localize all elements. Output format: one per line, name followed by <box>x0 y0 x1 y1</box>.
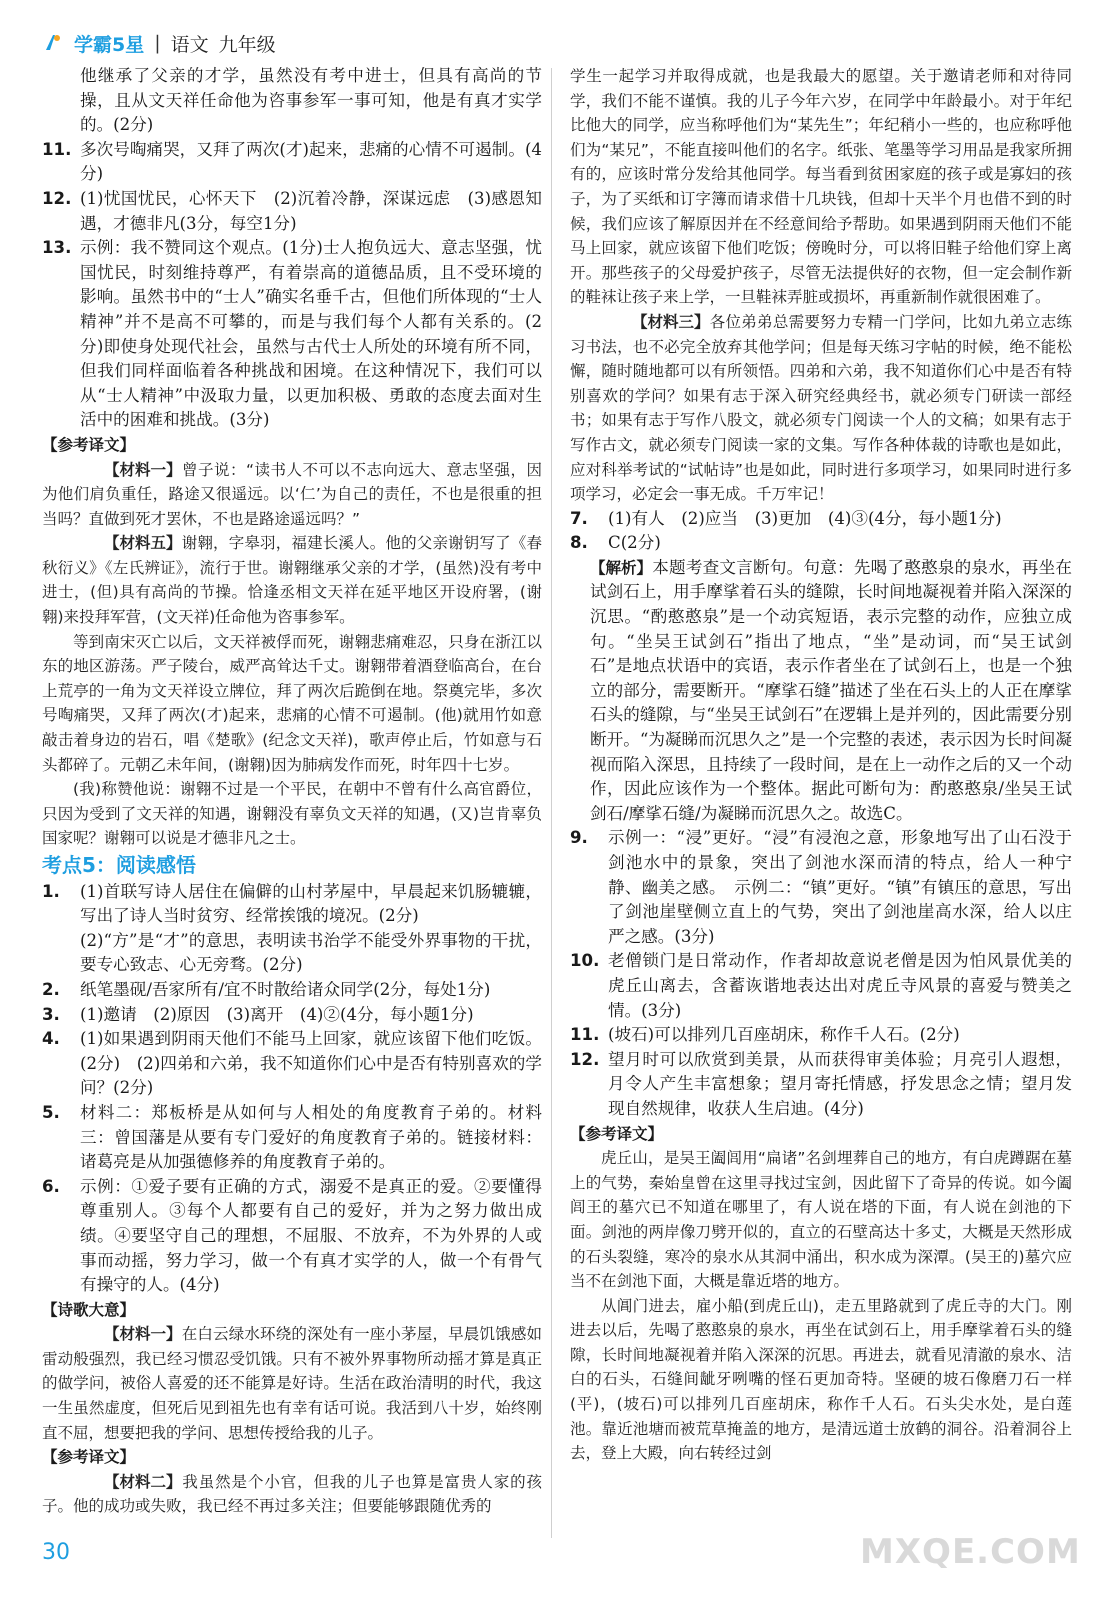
analysis-paragraph <box>570 556 1072 827</box>
header-grade: 九年级 <box>218 33 276 56</box>
material-tag: 【材料五】 <box>104 534 182 553</box>
material-tag: 【材料一】 <box>104 460 182 479</box>
material-text: 我虽然是个小官，但我的儿子也算是富贵人家的孩子。他的成功或失败，我已经不再过多关注；但要能够跟随优秀的 <box>42 1472 542 1516</box>
translation-paragraph <box>42 458 542 532</box>
item-number: 6. <box>42 1176 60 1196</box>
answer-item <box>570 826 1072 949</box>
item-number: 2. <box>42 979 60 999</box>
reference-translation-heading: 【参考译文】 <box>42 1448 136 1467</box>
page-header <box>42 28 1082 58</box>
watermark: MXQE.COM <box>860 1532 1081 1572</box>
answer-item <box>42 236 542 433</box>
answer-item <box>570 949 1072 1023</box>
answer-item <box>42 1003 542 1028</box>
item-number: 12. <box>570 1049 600 1069</box>
brand-name: 学霸5星 <box>74 33 145 56</box>
item-text: 纸笔墨砚/吾家所有/宜不时散给诸众同学(2分，每处1分) <box>80 979 491 999</box>
translation-paragraph: 虎丘山，是吴王阖闾用“扁诸”名剑埋葬自己的地方，有白虎蹲踞在墓上的气势，秦始皇曾在这里寻找过宝剑，因此留下了奇异的传说。如今阖闾王的墓穴已不知道在哪里了，有人说在塔的下面，有人说在剑池的下面。剑池的两岸像刀劈开似的，直立的石壁高达十多丈，大概是天然形成的石头裂缝，寒冷的泉水从其洞中涌出，积水成为深潭。(吴王的)墓穴应当不在剑池下面，大概是靠近塔的地方。 <box>570 1149 1072 1291</box>
left-column <box>42 64 542 1519</box>
answer-item <box>42 187 542 236</box>
translation-paragraph <box>42 1322 542 1445</box>
item-text: 示例一：“浸”更好。“浸”有浸泡之意，形象地写出了山石没于剑池水中的景象，突出了剑池水深而清的特点，给人一种宁静、幽美之感。 示例二：“镇”更好。“镇”有镇压的意思，写出了剑池崖壁侧立直上的气势，突出了剑池崖高水深，给人以庄严之感。(3分) <box>608 828 1072 946</box>
material-tag: 【材料三】 <box>632 312 710 331</box>
item-text: 材料二：郑板桥是从如何与人相处的角度教育子弟的。材料三：曾国藩是从要有专门爱好的角度教育子弟的。链接材料：诸葛亮是从加强德修养的角度教育子弟的。 <box>80 1102 542 1172</box>
item-number: 5. <box>42 1102 60 1122</box>
answer-item <box>570 1048 1072 1122</box>
translation-paragraph <box>42 531 542 629</box>
answer-item <box>42 1175 542 1298</box>
item-number: 8. <box>570 533 588 553</box>
item-text: (1)邀请 (2)原因 (3)离开 (4)②(4分，每小题1分) <box>80 1004 474 1024</box>
answer-continuation: (2)“方”是“才”的意思，表明读书治学不能受外界事物的干扰，要专心致志、心无旁骛。(2分) <box>80 930 542 975</box>
item-number: 12. <box>42 188 72 208</box>
answer-item <box>42 1101 542 1175</box>
item-text: 示例：①爱子要有正确的方式，溺爱不是真正的爱。②要懂得尊重别人。③每个人都要有自己的爱好，并为之努力做出成绩。④要坚守自己的理想，不屈服、不放弃，不为外界的人或事而动摇，努力学习，做一个有真才实学的人，做一个有骨气有操守的人。(4分) <box>80 1176 542 1295</box>
translation-paragraph: 学生一起学习并取得成就，也是我最大的愿望。关于邀请老师和对待同学，我们不能不谨慎。我的儿子今年六岁，在同学中年龄最小。对于年纪比他大的同学，应当称呼他们为“某先生”；年纪稍小一些的，也应称呼他们为“某兄”，不能直接叫他们的名字。纸张、笔墨等学习用品是我家所拥有的，应该时常分发给其他同学。每当看到贫困家庭的孩子或是寡妇的孩子，为了买纸和订字簿而请求借十几块钱，但却十天半个月也借不到的时候，我们应该了解原因并在不经意间给予帮助。如果遇到阴雨天他们不能马上回家，就应该留下他们吃饭；傍晚时分，可以将旧鞋子给他们穿上离开。那些孩子的父母爱护孩子，尽管无法提供好的衣物，但一定会制作新的鞋袜让孩子来上学，一旦鞋袜弄脏或损坏，再重新制作就很困难了。 <box>570 67 1072 307</box>
reference-translation-heading: 【参考译文】 <box>42 435 136 454</box>
header-subject: 语文 <box>170 33 209 56</box>
item-number: 10. <box>570 951 600 971</box>
item-text: 望月时可以欣赏到美景，从而获得审美体验；月亮引人遐想，月令人产生丰富想象；望月寄托情感，抒发思念之情；望月发现自然规律，收获人生启迪。(4分) <box>608 1049 1072 1118</box>
item-text: (1)首联写诗人居住在偏僻的山村茅屋中，早晨起来饥肠辘辘，写出了诗人当时贫穷、经常挨饿的境况。(2分) <box>80 881 542 926</box>
material-text: 各位弟弟总需要努力专精一门学问，比如九弟立志练习书法，也不必完全放弃其他学问；但是每天练习字帖的时候，绝不能松懈，随时随地都可以有所领悟。四弟和六弟，我不知道你们心中是否有特别喜欢的学问？如果有志于深入研究经典经书，就必须专门研读一部经书；如果有志于写作八股文，就必须专门阅读一个人的文稿；如果有志于写作古文，就必须专门阅读一家的文集。写作各种体裁的诗歌也是如此，应对科举考试的“试帖诗”也是如此，同时进行多项学习，如果同时进行多项学习，必定会一事无成。千万牢记！ <box>570 312 1072 504</box>
item-text: 示例：我不赞同这个观点。(1分)士人抱负远大、意志坚强，忧国忧民，时刻维持尊严，有着崇高的道德品质，且不受环境的影响。虽然书中的“士人”确实名垂千古，但他们所体现的“士人精神”并不是高不可攀的，而是与我们每个人都有关系的。(2分)即使身处现代社会，虽然与古代士人所处的环境有所不同，但我们同样面临着各种挑战和困境。在这种情况下，我们可以从“士人精神”中汲取力量，以更加积极、勇敢的态度去面对生活中的困难和挑战。(3分) <box>80 238 542 430</box>
item-number: 13. <box>42 238 72 258</box>
item-number: 7. <box>570 508 588 528</box>
item-number: 11. <box>42 139 72 159</box>
poem-meaning-heading: 【诗歌大意】 <box>42 1300 136 1319</box>
item-number: 11. <box>570 1025 600 1045</box>
column-divider <box>551 68 552 1538</box>
item-number: 1. <box>42 881 60 901</box>
item-text: (1)如果遇到阴雨天他们不能马上回家，就应该留下他们吃饭。(2分) (2)四弟和六弟，我不知道你们心中是否有特别喜欢的学问？(2分) <box>80 1029 542 1098</box>
item-text: C(2分) <box>608 533 661 553</box>
item-text: 多次号啕痛哭，又拜了两次(才)起来，悲痛的心情不可遏制。(4分) <box>80 139 542 184</box>
item-text: 老僧锁门是日常动作，作者却故意说老僧是因为怕风景优美的虎丘山离去，含蓄诙谐地表达出对虎丘寺风景的喜爱与赞美之情。(3分) <box>608 951 1072 1020</box>
material-tag: 【材料二】 <box>104 1472 182 1491</box>
answer-item <box>42 1027 542 1101</box>
header-separator: | <box>154 32 161 54</box>
material-text: 在白云绿水环绕的深处有一座小茅屋，早晨饥饿感如雷动般强烈，我已经习惯忍受饥饿。只有不被外界事物所动摇才算是真正的做学问，被俗人喜爱的还不能算是好诗。生活在政治清明的时代，我这一生虽然虚度，但死后见到祖先也有幸有话可说。我活到八十岁，始终刚直不屈，想要把我的学问、思想传授给我的儿子。 <box>42 1325 542 1442</box>
analysis-text: 本题考查文言断句。句意：先喝了憨憨泉的泉水，再坐在试剑石上，用手摩挲着石头的缝隙，长时间地凝视着并陷入深深的沉思。“酌憨憨泉”是一个动宾短语，表示完整的动作，应独立成句。“坐吴王试剑石”指出了地点，“坐”是动词，而“吴王试剑石”是地点状语中的宾语，表示作者坐在了试剑石上，也是一个独立的部分，需要断开。“摩挲石缝”描述了坐在石头上的人正在摩挲石头的缝隙，与“坐吴王试剑石”在逻辑上是并列的，因此需要分别断开。“为凝睇而沉思久之”是一个完整的表述，表示因为长时间凝视而陷入深思，且持续了一段时间，是在上一动作之后的又一个动作，因此应该作为一个整体。据此可断句为：酌憨憨泉/坐吴王试剑石/摩挲石缝/为凝睇而沉思久之。故选C。 <box>590 557 1072 823</box>
item-number: 9. <box>570 828 588 848</box>
item-number: 3. <box>42 1004 60 1024</box>
reference-translation-heading: 【参考译文】 <box>570 1124 664 1143</box>
answer-item <box>570 1023 1072 1048</box>
material-text: 谢翱，字皋羽，福建长溪人。他的父亲谢钥写了《春秋衍义》《左氏辨证》，流行于世。谢翱继承父亲的才学，(虽然)没有考中进士，(但)具有高尚的节操。恰逢丞相文天祥在延平地区开设府署，(谢翱)来投拜军营，(文天祥)任命他为咨事参军。 <box>42 534 542 627</box>
answer-item <box>570 531 1072 556</box>
material-tag: 【材料一】 <box>104 1325 182 1344</box>
answer-continuation: 他继承了父亲的才学，虽然没有考中进士，但具有高尚的节操，且从文天祥任命他为咨事参军一事可知，他是有真才实学的。(2分) <box>80 66 542 135</box>
brand-logo-icon <box>42 32 64 54</box>
analysis-tag: 【解析】 <box>590 558 653 577</box>
item-text: (1)有人 (2)应当 (3)更加 (4)③(4分，每小题1分) <box>608 508 1002 528</box>
page-number: 30 <box>42 1540 70 1565</box>
item-text: (1)忧国忧民，心怀天下 (2)沉着冷静，深谋远虑 (3)感恩知遇，才德非凡(3分，每空1分) <box>80 188 542 233</box>
answer-item <box>42 978 542 1003</box>
answer-item <box>42 880 542 929</box>
right-column <box>570 64 1072 1466</box>
translation-paragraph: (我)称赞他说：谢翱不过是一个平民，在朝中不曾有什么高官爵位，只因为受到了文天祥的知遇，谢翱没有辜负文天祥的知遇，(又)岂肯辜负国家呢？谢翱可以说是才德非凡之士。 <box>42 780 542 848</box>
answer-item <box>42 138 542 187</box>
section-heading: 考点5：阅读感悟 <box>42 853 196 877</box>
material-text: 曾子说：“读书人不可以不志向远大、意志坚强，因为他们肩负重任，路途又很遥远。以‘仁’为自己的责任，不也是很重的担当吗？直做到死才罢休，不也是路途遥远吗？” <box>42 460 542 528</box>
translation-paragraph <box>42 1470 542 1519</box>
item-number: 4. <box>42 1029 60 1049</box>
answer-item <box>570 507 1072 532</box>
item-text: (坡石)可以排列几百座胡床，称作千人石。(2分) <box>608 1025 960 1045</box>
translation-paragraph: 从阊门进去，雇小船(到虎丘山)，走五里路就到了虎丘寺的大门。刚进去以后，先喝了憨憨泉的泉水，再坐在试剑石上，用手摩挲着石头的缝隙，长时间地凝视着并陷入深深的沉思。再进去，就看见清澈的泉水、洁白的石头，石缝间龇牙咧嘴的怪石更加奇特。坚硬的坡石像磨刀石一样(平)，(坡石)可以排列几百座胡床，称作千人石。石头尖水处，是白莲池。靠近池塘而被荒草掩盖的地方，是清远道士放鹤的洞谷。沿着洞谷上去，登上大殿，向右转经过剑 <box>570 1296 1072 1463</box>
translation-paragraph <box>570 310 1072 507</box>
translation-paragraph: 等到南宋灭亡以后，文天祥被俘而死，谢翱悲痛难忍，只身在浙江以东的地区游荡。严子陵台，威严高耸达千丈。谢翱带着酒登临高台，在台上荒亭的一角为文天祥设立牌位，拜了两次后跪倒在地。祭奠完毕，多次号啕痛哭，又拜了两次(才)起来，悲痛的心情不可遏制。(他)就用竹如意敲击着身边的岩石，唱《楚歌》(纪念文天祥)，歌声停止后，竹如意与石头都碎了。元朝乙未年间，(谢翱)因为肺病发作而死，时年四十七岁。 <box>42 632 542 774</box>
